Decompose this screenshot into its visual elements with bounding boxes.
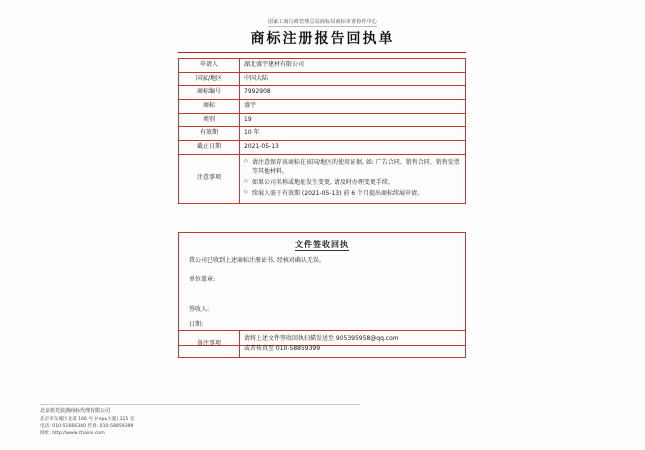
field-value-validity: 10 年 [240, 127, 466, 141]
page-title: 商标注册报告回执单 [250, 31, 395, 47]
table-row [179, 72, 466, 86]
receipt-unit-seal-label: 单位盖章: [189, 275, 216, 283]
field-value-notes [240, 154, 466, 203]
diamond-bullet-icon: ◇ [244, 188, 248, 195]
note-item [244, 189, 461, 198]
field-value-deadline: 2021-05-13 [240, 141, 466, 155]
title-divider [178, 52, 466, 53]
field-value-trademark: 盛宇 [240, 100, 466, 114]
diamond-bullet-icon: ◇ [244, 177, 248, 184]
footer-web: 网址: http://www.chains.com [40, 430, 105, 436]
remark-line-2: 或者传真至 010-58859399 [244, 345, 321, 353]
note-item-text: 请注意保存该商标在该国/地区的使用证据, 如: 广告合同、销售合同、销售发票等其他材料。 [252, 158, 460, 175]
remark-value [240, 331, 466, 358]
receipt-signer-label: 签收人: [189, 306, 210, 314]
table-row [179, 86, 466, 100]
table-row [179, 113, 466, 127]
table-row [179, 141, 466, 155]
agency-header-text: 国家工商行政管理总局商标局商标审查协作中心 [267, 19, 378, 25]
note-item [244, 158, 461, 176]
remark-line-1: 请将上述文件签收回执扫描发送至 905395958@qq.com [244, 335, 399, 342]
table-row [179, 127, 466, 141]
footer-address: 北京市东城区北道 166 号 (герь大厦) 315 室 [40, 416, 135, 422]
field-label-country: 国家/地区 [179, 72, 240, 86]
field-label-notes: 注意事项 [179, 154, 240, 203]
footer [40, 404, 360, 437]
table-row [179, 59, 466, 73]
field-value-applicant: 湖北盛宇建材有限公司 [240, 59, 466, 73]
note-item-text: 续展人需于有效期 (2021-05-13) 前 6 个月提出商标续展申请。 [252, 189, 423, 197]
receipt-title [179, 233, 465, 254]
table-row [179, 100, 466, 114]
remark-label: 备注事项 [179, 331, 240, 358]
field-label-deadline: 截止日期 [179, 141, 240, 155]
receipt-title-text: 文件签收回执 [295, 239, 349, 249]
note-item-text: 如果公司名称或地址发生变更, 请及时办理变更手续。 [252, 178, 394, 186]
field-value-trademark-number: 7992908 [240, 86, 466, 100]
agency-header [0, 8, 645, 27]
footer-tel: 电话: 010-51666340 传真: 010-58859399 [40, 423, 134, 429]
field-label-applicant: 申请人 [179, 59, 240, 73]
receipt-date-label: 日期: [189, 320, 204, 328]
receipt-seal-space [179, 284, 465, 300]
receipt-body-text: 我公司已收到上述商标注册证书, 经核对确认无误。 [189, 257, 325, 264]
field-value-class: 19 [240, 113, 466, 127]
field-label-validity: 有效期 [179, 127, 240, 141]
field-label-class: 类别 [179, 113, 240, 127]
remark-table [178, 330, 466, 358]
diamond-bullet-icon: ◇ [244, 157, 248, 164]
field-label-trademark: 商标 [179, 100, 240, 114]
table-row-remark [179, 331, 466, 358]
footer-company: 北京蓝光装潢商标代理有限公司 [40, 408, 111, 414]
note-item [244, 178, 461, 187]
trademark-info-table [178, 58, 466, 204]
table-row-notes [179, 154, 466, 203]
field-label-trademark-number: 商标编号 [179, 86, 240, 100]
field-value-country: 中国大陆 [240, 72, 466, 86]
